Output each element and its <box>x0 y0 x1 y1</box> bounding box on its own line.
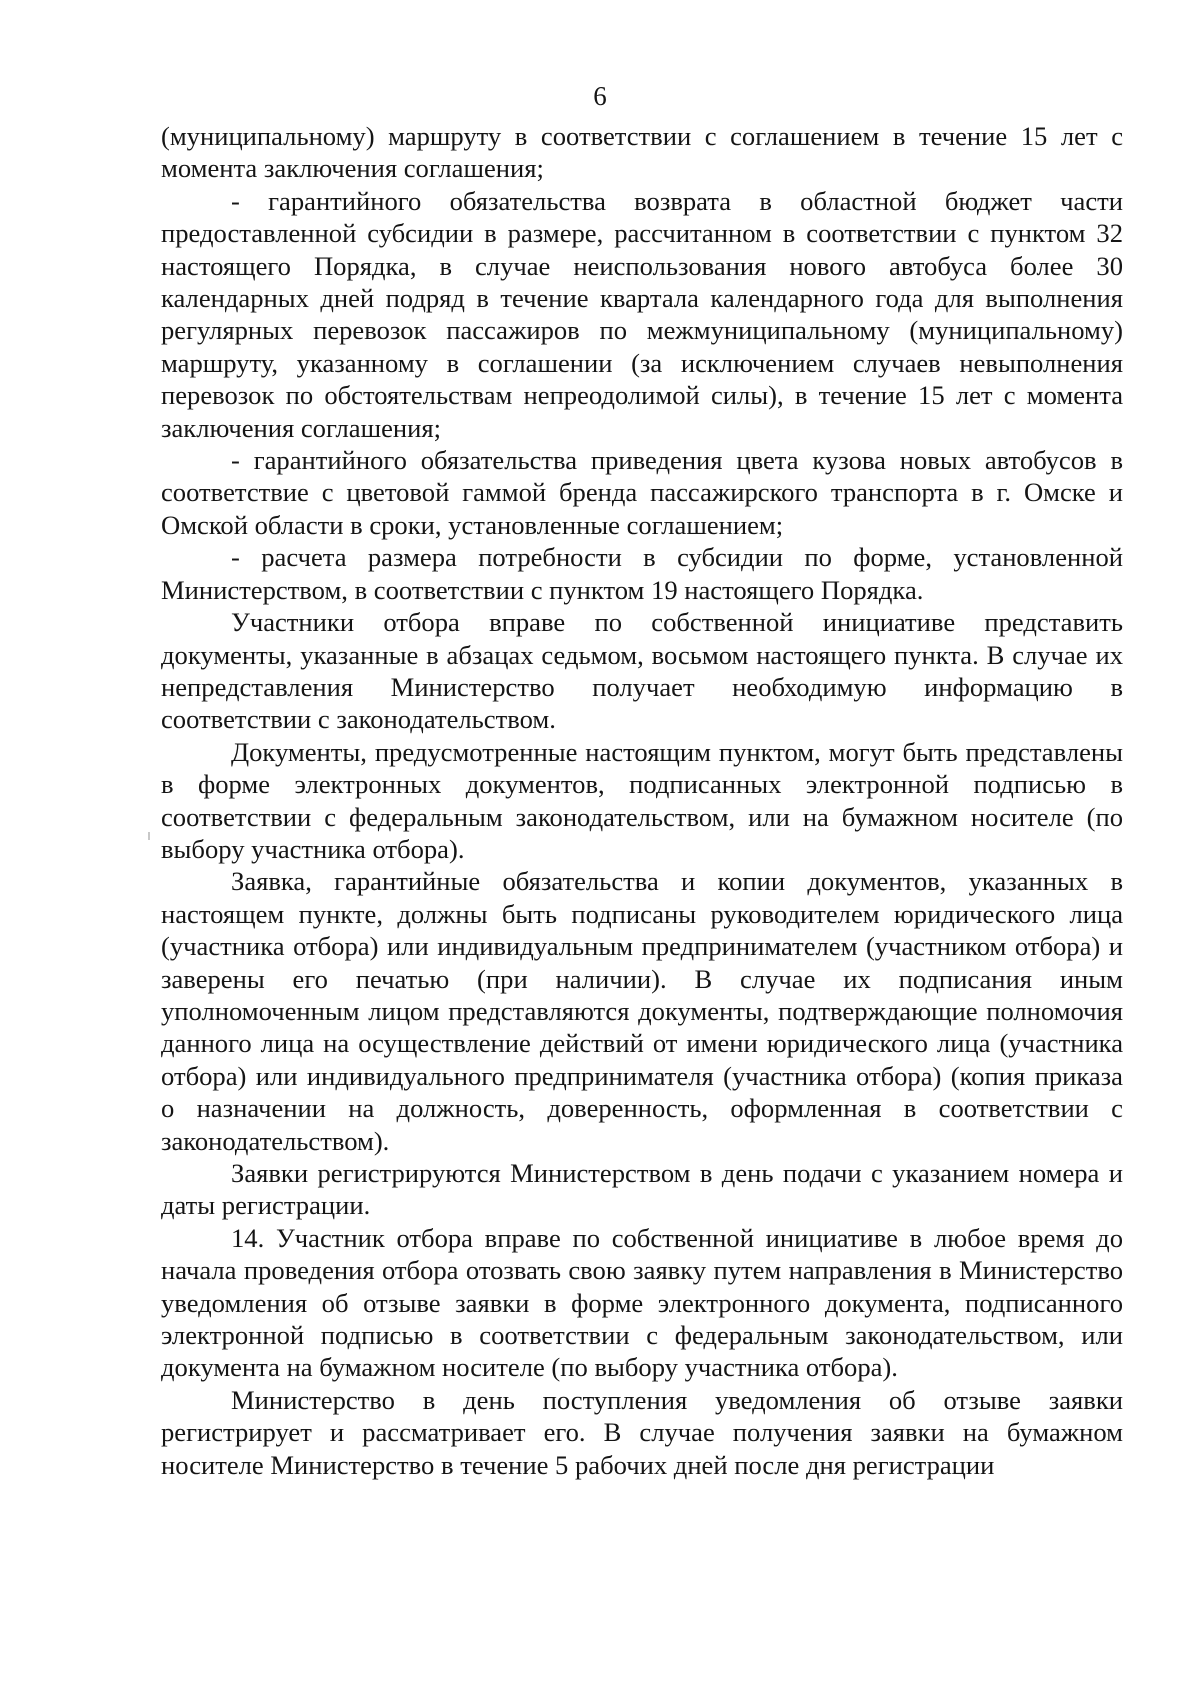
paragraph-ministry-review: Министерство в день поступления уведомления об отзыве заявки регистрирует и рассматривает его. В случае получения заявки на бумажном носителе Министерство в течение 5 рабочих дней после дня регистрации <box>161 1384 1123 1480</box>
paragraph-route-continuation: (муниципальному) маршруту в соответствии с соглашением в течение 15 лет с момента заключения соглашения; <box>161 121 1123 184</box>
paragraph-guarantee-bus-color: - гарантийного обязательства приведения цвета кузова новых автобусов в соответствие с цветовой гаммой бренда пассажирского транспорта в г. Омске и Омской области в сроки, установленные соглашением; <box>161 445 1123 540</box>
page-number: 6 <box>593 81 607 111</box>
paragraph-electronic-documents: Документы, предусмотренные настоящим пунктом, могут быть представлены в форме электронных документов, подписанных электронной подписью в соответствии с федеральным законодательством, или на бумажном носителе (по выбору участника отбора). <box>161 736 1123 864</box>
paragraph-subsidy-calculation: - расчета размера потребности в субсидии по форме, установленной Министерством, в соответствии с пунктом 19 настоящего Порядка. <box>161 542 1123 605</box>
paragraph-own-initiative-documents: Участники отбора вправе по собственной инициативе представить документы, указанные в абзацах седьмом, восьмом настоящего пункта. В случае их непредставления Министерство получает необходимую информацию в соответствии с законодательством. <box>161 607 1123 735</box>
scan-artifact <box>148 832 150 840</box>
paragraph-guarantee-refund: - гарантийного обязательства возврата в областной бюджет части предоставленной субсидии в размере, рассчитанном в соответствии с пунктом 32 настоящего Порядка, в случае неиспользования нового автобуса более 30 календарных дней подряд в течение квартала календарного года для выполнения регулярных перевозок пассажиров по межмуниципальному (муниципальному) маршруту, указанному в соглашении (за исключением случаев невыполнения перевозок по обстоятельствам непреодолимой силы), в течение 15 лет с момента заключения соглашения; <box>161 185 1123 443</box>
paragraph-registration: Заявки регистрируются Министерством в день подачи с указанием номера и даты регистрации. <box>161 1158 1123 1221</box>
paragraph-item-14-withdrawal: 14. Участник отбора вправе по собственной инициативе в любое время до начала проведения отбора отозвать свою заявку путем направления в Министерство уведомления об отзыве заявки в форме электронного документа, подписанного электронной подписью в соответствии с федеральным законодательством, или документа на бумажном носителе (по выбору участника отбора). <box>161 1222 1123 1383</box>
paragraph-signature-requirements: Заявка, гарантийные обязательства и копии документов, указанных в настоящем пункте, должны быть подписаны руководителем юридического лица (участника отбора) или индивидуальным предпринимателем (участником отбора) и заверены его печатью (при наличии). В случае их подписания иным уполномоченным лицом представляются документы, подтверждающие полномочия данного лица на осуществление действий от имени юридического лица (участника отбора) или индивидуального предпринимателя (участника отбора) (копия приказа о назначении на должность, доверенность, оформленная в соответствии с законодательством). <box>161 866 1123 1156</box>
document-body <box>161 120 1123 1481</box>
